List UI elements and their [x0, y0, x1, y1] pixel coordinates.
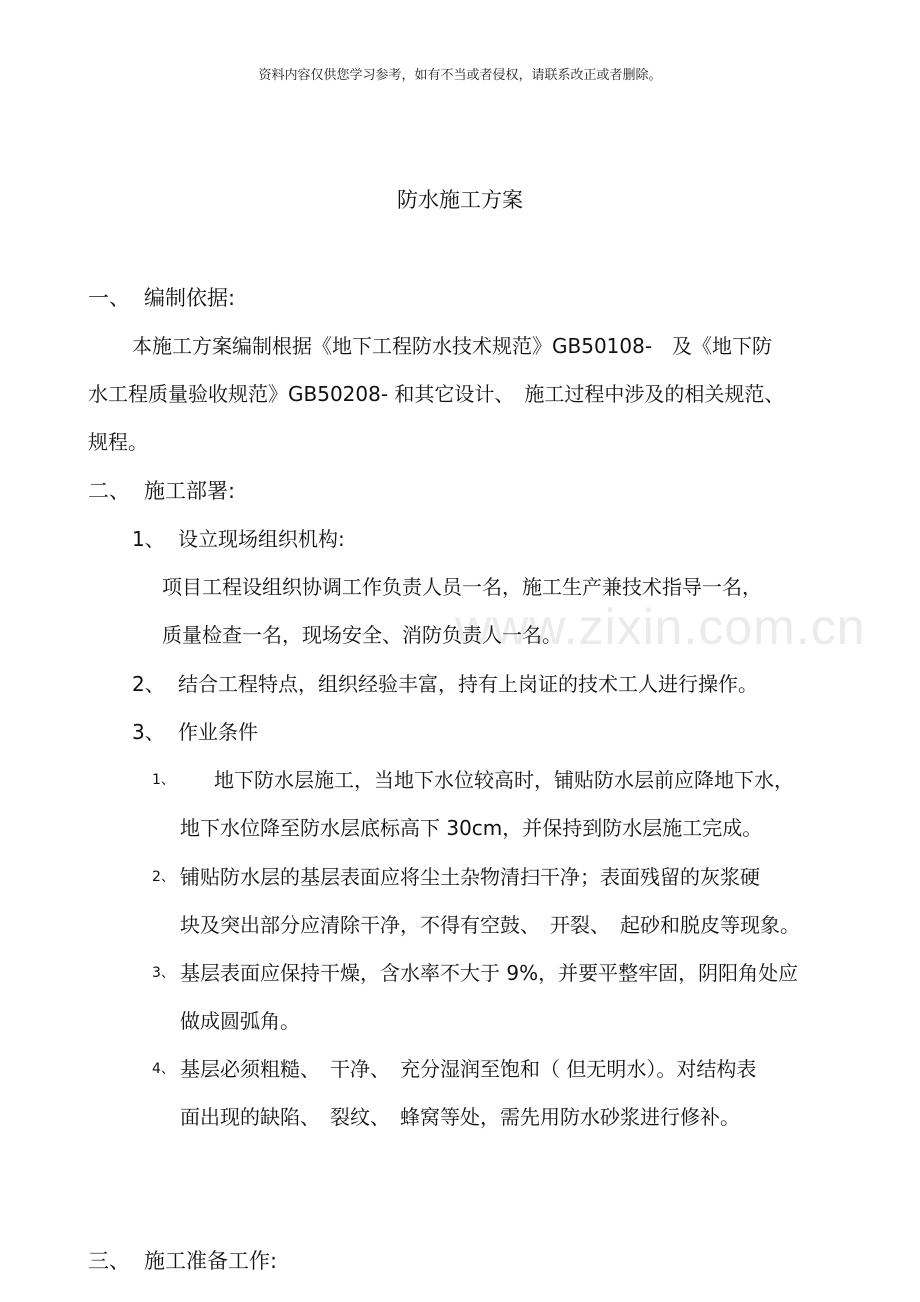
- subitem-number: 3、: [152, 965, 175, 981]
- header-note: 资料内容仅供您学习参考，如有不当或者侵权，请联系改正或者删除。: [258, 68, 662, 83]
- subitem-line: 基层必须粗糙、 干净、 充分湿润至饱和（ 但无明水）。对结构表: [180, 1057, 757, 1081]
- subitem-line: 面出现的缺陷、 裂纹、 蜂窝等处，需先用防水砂浆进行修补。: [180, 1105, 740, 1129]
- section1-line: 本施工方案编制根据《地下工程防水技术规范》GB50108- 及《地下防: [132, 334, 773, 358]
- watermark: www.zixin.com.cn: [455, 599, 866, 655]
- item1-label: 设立现场组织机构:: [178, 527, 345, 551]
- item3-label: 作业条件: [178, 720, 258, 744]
- subitem-line: 块及突出部分应清除干净，不得有空鼓、 开裂、 起砂和脱皮等现象。: [180, 913, 800, 937]
- subitem-line: 铺贴防水层的基层表面应将尘土杂物清扫干净；表面残留的灰浆硬: [180, 865, 760, 889]
- subitem-line: 地下防水层施工，当地下水位较高时，铺贴防水层前应降地下水，: [214, 768, 794, 792]
- subitem-number: 4、: [152, 1061, 175, 1077]
- section3-heading: 施工准备工作:: [144, 1249, 278, 1273]
- subitem-number: 2、: [152, 869, 175, 885]
- section2-number: 二、: [88, 479, 130, 503]
- item2-label: 结合工程特点，组织经验丰富，持有上岗证的技术工人进行操作。: [178, 672, 758, 696]
- subitem-line: 地下水位降至防水层底标高下 30cm，并保持到防水层施工完成。: [180, 816, 763, 840]
- item1-line: 质量检查一名，现场安全、消防负责人一名。: [162, 623, 562, 647]
- item3-number: 3、: [132, 720, 165, 744]
- subitem-number: 1、: [152, 772, 175, 788]
- subitem-line: 基层表面应保持干燥，含水率不大于 9%，并要平整牢固，阴阳角处应: [180, 961, 799, 985]
- item2-number: 2、: [132, 672, 165, 696]
- section3-number: 三、: [88, 1249, 130, 1273]
- section1-line: 规程。: [88, 430, 148, 454]
- section1-line: 水工程质量验收规范》GB50208- 和其它设计、 施工过程中涉及的相关规范、: [88, 382, 785, 406]
- item1-number: 1、: [132, 527, 165, 551]
- item1-line: 项目工程设组织协调工作负责人员一名，施工生产兼技术指导一名，: [162, 575, 762, 599]
- section1-heading: 编制依据:: [144, 286, 236, 310]
- document-title: 防水施工方案: [397, 188, 523, 212]
- section1-number: 一、: [88, 286, 130, 310]
- subitem-line: 做成圆弧角。: [180, 1009, 300, 1033]
- section2-heading: 施工部署:: [144, 479, 236, 503]
